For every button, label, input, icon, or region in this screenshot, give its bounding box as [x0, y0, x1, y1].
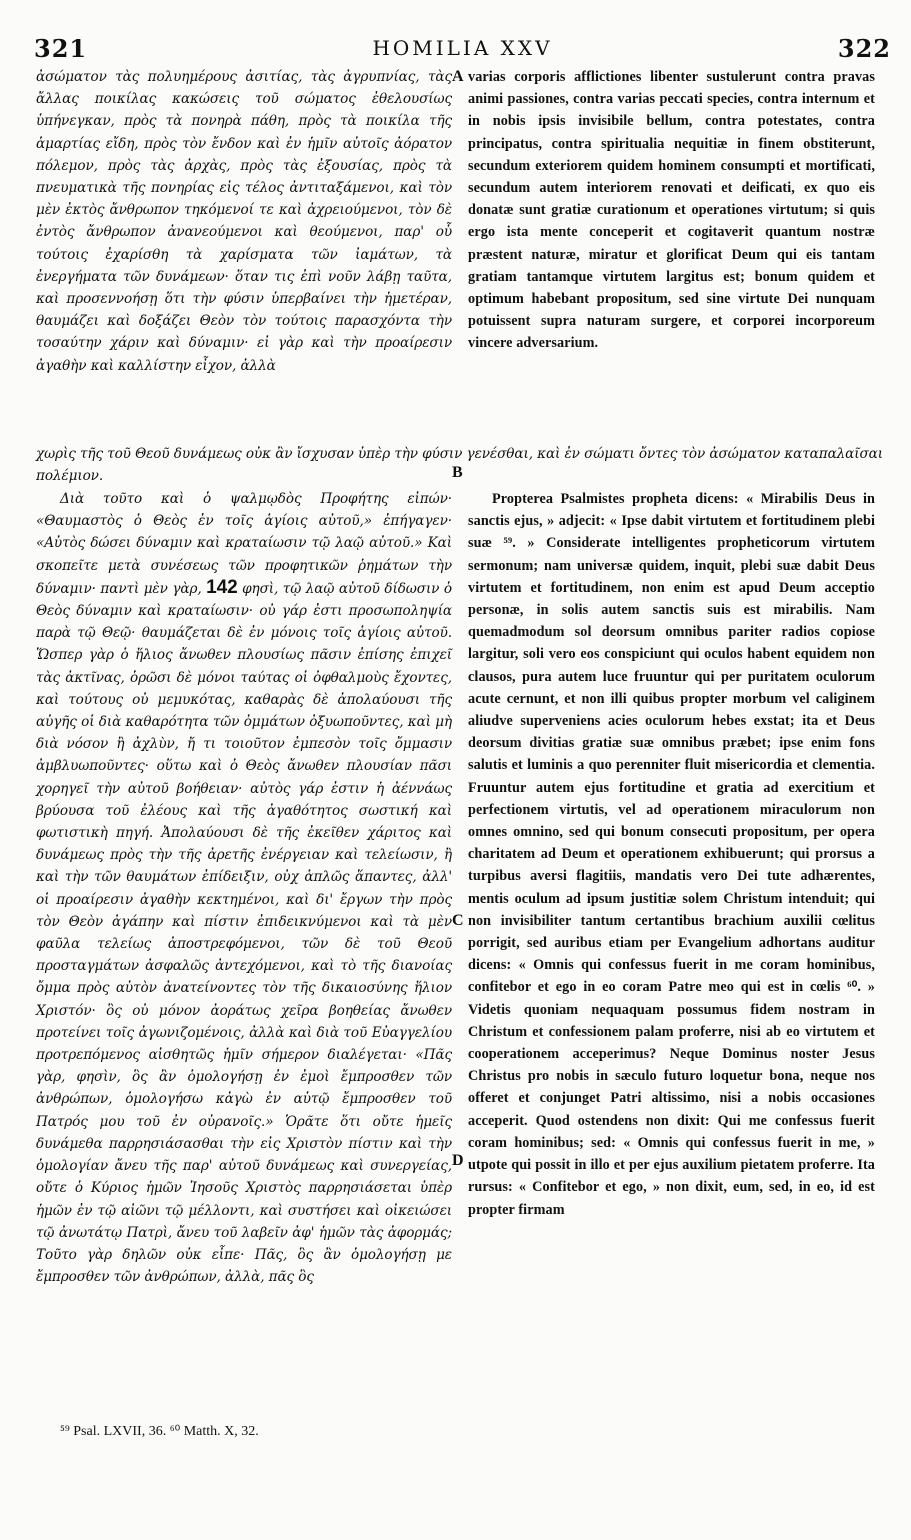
greek-paragraph-top: ἀσώματον τὰς πολυημέρους ἀσιτίας, τὰς ἀγρυπνίας, τὰς ἄλλας ποικίλας κακώσεις τοῦ σώματος ἐθελουσίως ὑπήνεγκαν, πρὸς τὰ πονηρὰ πάθη, πρὸς τὰ ποικίλα τῆς ἁμαρτίας εἴδη, πρὸς τὸν ἔνδον καὶ ἐν ἡμῖν αὐτοῖς ἀόρατον πόλεμον, πρὸς τὰς ἀρχὰς, πρὸς τὰς ἐξουσίας, πρὸς τὰ πνευματικὰ τῆς πονηρίας εἰς τέλος ἀντιταξάμενοι, καὶ τὸν μὲν ἐκτὸς ἄνθρωπον τηκόμενοί τε καὶ ἀχρειούμενοι, τὸν δὲ ἐντὸς ἄνθρωπον ἀνανεούμενοι καὶ θεούμενοι, παρ' οὗ τούτοις ἐχαρίσθη τὰ χαρίσματα τῶν ἰαμάτων, τὰ ἐνεργήματα τῶν δυνάμεων· ὅταν τις ἐπὶ νοῦν λάβῃ ταῦτα, καὶ προσεννοήσῃ ὅτι τὴν φύσιν ὑπερβαίνει τὴν ἡμετέραν, θαυμάζει καὶ δοξάζει Θεὸν τὸν τούτοις παρασχόντα τὴν τοσαύτην χάριν καὶ δύναμιν· εἰ γὰρ καὶ τὴν προαίρεσιν ἀγαθὴν καὶ καλλίστην εἶχον, ἀλλὰ [36, 69, 452, 374]
latin-column-main [468, 488, 875, 1221]
margin-marker-b: B [452, 464, 463, 481]
greek-text-after-colnum: φησὶ, τῷ λαῷ αὐτοῦ δίδωσιν ὁ Θεὸς δύναμιν καὶ κραταίωσιν· οὐ γάρ ἐστι προσωποληψία παρὰ τῷ Θεῷ· θαυμάζεται δὲ ἐν μόνοις τοῖς ἁγίοις αὐτοῦ. Ὥσπερ γὰρ ὁ ἥλιος ἄνωθεν πλουσίως πᾶσιν ἐπίσης ἐπιχεῖ τὰς ἀκτῖνας, ὁρῶσι δὲ μόνοι ταύτας οἱ ὀφθαλμοὺς ἔχοντες, καὶ τούτους οὐ μεμυκότας, καθαρὰς δὲ ἀπολαύουσι τῆς αὐγῆς οἱ διὰ καθαρότητα τῶν ὀμμάτων ὀξυωποῦντες, καὶ μὴ διὰ νόσον ἢ ἀχλὺν, ἤ τι τοιοῦτον ἐμπεσὸν τοῖς ὄμμασιν ἀμβλυωποῦντες· οὕτω καὶ ὁ Θεὸς ἄνωθεν πλουσίαν πᾶσι χορηγεῖ τὴν αὐτοῦ βοήθειαν· αὐτὸς γάρ ἐστιν ἡ ἀέννάως βρύουσα τοῦ ἐλέους καὶ τῆς ἀγαθότητος σωστική καὶ φωτιστικὴ πηγή. Ἀπολαύουσι δὲ τῆς ἐκεῖθεν χάριτος καὶ δυνάμεως πρὸς τὴν τῆς ἀρετῆς ἐνέργειαν καὶ τελείωσιν, ἢ καὶ τὴν τῶν θαυμάτων ἐπίδειξιν, οὐχ ἁπλῶς ἅπαντες, ἀλλ' οἱ προαίρεσιν ἀγαθὴν κεκτημένοι, καὶ δι' ἔργων τὴν πρὸς τὸν Θεὸν ἀγάπην καὶ πίστιν ἐπιδεικνύμενοι καὶ τὰ μὲν φαῦλα τελείως ἀποστρεφόμενοι, τῶν δὲ τοῦ Θεοῦ προσταγμάτων ἀσφαλῶς ἀντεχόμενοι, καὶ τὸ τῆς διανοίας ὄμμα πρὸς αὐτὸν ἀνατείνοντες τὸν τῆς δικαιοσύνης ἥλιον Χριστόν· ὃς οὐ μόνον ἀοράτως χεῖρα βοηθείας ἄνωθεν προτείνει τοῖς ἀγωνιζομένοις, ἀλλὰ καὶ διὰ τοῦ Εὐαγγελίου προτρεπόμενος αἰσθητῶς ἡμῖν σήμερον διαλέγεται· «Πᾶς γὰρ, φησὶν, ὃς ἂν ὁμολογήσῃ ἐν ἐμοὶ ἔμπροσθεν τῶν ἀνθρώπων, ὁμολογήσω κἀγὼ ἐν αὐτῷ ἔμπροσθεν τοῦ Πατρός μου τοῦ ἐν οὐρανοῖς.» Ὁρᾶτε ὅτι οὔτε ἡμεῖς δυνάμεθα παρρησιάσασθαι τὴν εἰς Χριστὸν πίστιν καὶ τὴν ὁμολογίαν ἄνευ τῆς παρ' αὐτοῦ δυνάμεως καὶ συνεργείας, οὔτε ὁ Κύριος ἡμῶν Ἰησοῦς Χριστὸς παρρησιάσεται ὑπὲρ ἡμῶν ἐν τῷ αἰῶνι τῷ μέλλοντι, καὶ συστήσει καὶ οἰκειώσει τῷ ἀνωτάτῳ Πατρὶ, ἄνευ τοῦ λαβεῖν ἀφ' ἡμῶν τὰς ἀφορμάς; Τοῦτο γὰρ δηλῶν οὐκ εἶπε· Πᾶς, ὃς ἂν ὁμολογήσῃ με ἔμπροσθεν τῶν ἀνθρώπων, ἀλλὰ, πᾶς ὃς [36, 580, 452, 1286]
greek-paragraph-main [36, 488, 452, 1288]
column-number: 142 [206, 576, 238, 598]
margin-marker-c: C [452, 912, 464, 929]
left-page-number: 321 [34, 34, 88, 63]
footnote: ⁵⁹ Psal. LXVII, 36. ⁶⁰ Matth. X, 32. [60, 1424, 259, 1439]
latin-paragraph-top: varias corporis afflictiones libenter sustulerunt contra pravas animi passiones, contra varias peccati species, contra internum et in nobis ipsis invisibile bellum, contra potestates, contra principatus, contra spiritualia nequitiæ in finem obstiterunt, secundum exteriorem quidem hominem consumpti et mortificati, secundum autem interiorem renovati et deificati, ex quo eis donatæ sunt gratiæ curationum et operationes virtutum; si quis ergo ista mente conceperit et cogitaverit quantum nostræ præstent naturæ, miratur et glorificat Deum qui eis tantam gratiam tantamque virtutem largitus est; bonum quidem et optimum habebant propositum, sed sine virtute Dei nunquam potuissent supra naturam surgere, et corporei incorporeum vincere adversarium. [468, 69, 875, 352]
page-header [34, 34, 891, 64]
margin-marker-d: D [452, 1152, 464, 1169]
greek-column-main [36, 488, 452, 1288]
margin-marker-a: A [452, 68, 464, 85]
latin-paragraph-main: Propterea Psalmistes propheta dicens: « Mirabilis Deus in sanctis ejus, » adjecit: « Ipse dabit virtutem et fortitudinem plebi suæ ⁵⁹. » Considerate intelligentes propheticorum virtutem sermonum; nam universæ quidem, inquit, plebi suæ dabit Deus virtutem et fortitudinem, non enim est apud Deum acceptio personæ, in solis autem sanctis suis est mirabilis. Nam quemadmodum sol deorsum omnibus pariter radios copiose largitur, soli vero eos conspiciunt qui oculos habent equidem non clausos, pura autem luce fruuntur qui per puritatem oculorum acute cernunt, et non illi quibus propter morbum vel caliginem aliudve superveniens acies oculorum hebes exstat; ita et Deus deorsum divitias gratiæ suæ omnibus præbet; ipse enim fons salutis et luminis a quo perenniter fluit misericordia et clementia. Fruuntur autem ejus fortitudine et gratia ad exercitium et perfectionem virtutis, vel ad operationem miraculorum non omnes omnino, sed qui bonum consecuti propositum, per opera charitatem ad Deum et operationem exhibuerunt; qui prorsus a turpibus aversi flagitiis, mandatis vero Dei tute adhærentes, mentis oculum ad ipsum justitiæ solem Christum intenduit; qui non invisibiliter tantum certantibus brachium auxilii cœlitus porrigit, sed auribus etiam per Evangelium adhortans auditur dicens: « Omnis qui confessus fuerit in me coram hominibus, confitebor et ego in eo coram Patre meo qui est in cœlis ⁶⁰. » Videtis quoniam nequaquam possumus fidem nostram in Christum et confessionem palam proferre, nisi ab eo virtutem et cooperationem acceperimus? Neque Dominus noster Jesus Christus pro nobis in sæculo futuro loquetur bona, neque nos offeret et conjunget Patri altissimo, nisi a nobis occasiones acceperit. Quod ostendens non dixit: Qui me confessus fuerit coram hominibus; sed: « Omnis qui confessus fuerit in me, » utpote qui possit in illo et per ejus auxilium pietatem proferre. Ita rursus: « Confitebor et ego, » non dixit, eum, sed, in eo, id est propter firmam [468, 491, 875, 1218]
latin-column-top [468, 66, 875, 355]
right-page-number: 322 [837, 34, 891, 63]
running-title: HOMILIA XXV [372, 36, 553, 60]
greek-column-top [36, 66, 452, 377]
greek-text-before-colnum: Διὰ τοῦτο καὶ ὁ ψαλμῳδὸς Προφήτης εἰπών· «Θαυμαστὸς ὁ Θεὸς ἐν τοῖς ἁγίοις αὐτοῦ,» ἐπήγαγεν· «Αὐτὸς δώσει δύναμιν καὶ κραταίωσιν τῷ λαῷ αὐτοῦ.» Καὶ σκοπεῖτε μετὰ συνέσεως τῶν προφητικῶν ῥημάτων τὴν δύναμιν· παντὶ μὲν γὰρ, [36, 491, 452, 597]
greek-spanning-text: χωρὶς τῆς τοῦ Θεοῦ δυνάμεως οὐκ ἂν ἴσχυσαν ὑπὲρ τὴν φύσιν γενέσθαι, καὶ ἐν σώματι ὄντες τὸν ἀσώματον καταπαλαῖσαι πολέμιον. [36, 446, 883, 485]
